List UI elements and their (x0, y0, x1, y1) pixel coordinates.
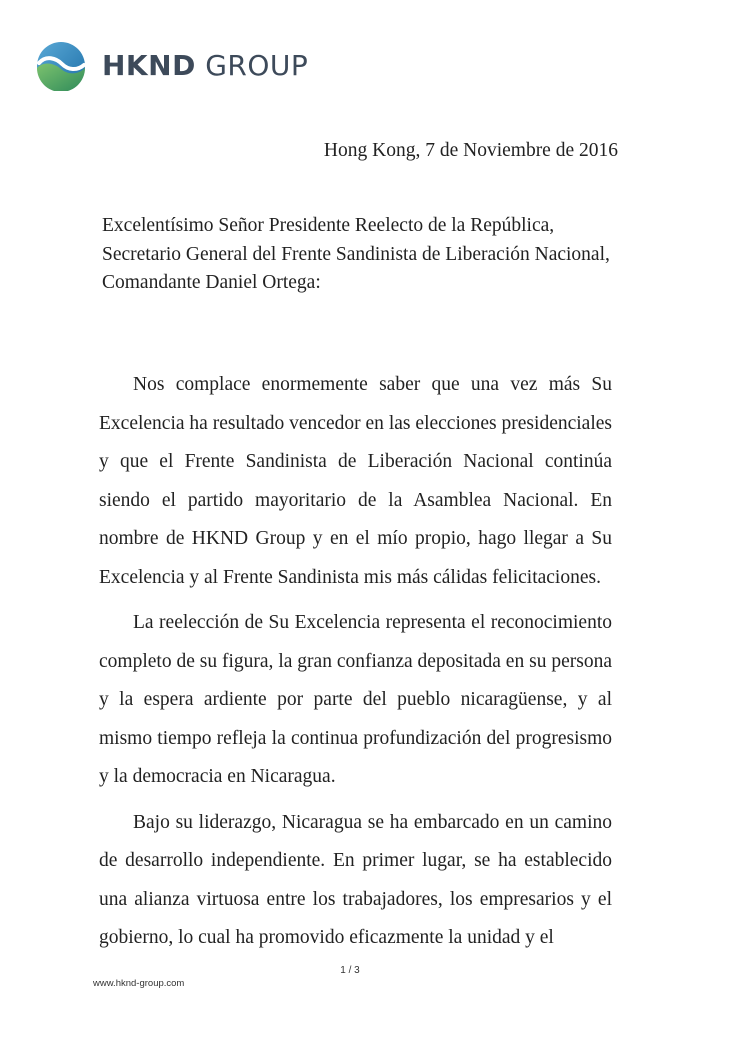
hknd-swirl-logo-icon (36, 41, 86, 91)
brand-name-bold: HKND (102, 49, 196, 82)
addressee-line: Excelentísimo Señor Presidente Reelecto de la República, (102, 215, 555, 236)
letter-date: Hong Kong, 7 de Noviembre de 2016 (323, 140, 618, 161)
brand-name-light: GROUP (195, 49, 309, 82)
brand-name (102, 49, 309, 82)
website-link[interactable]: www.hknd-group.com (93, 978, 185, 989)
body-paragraph: Nos complace enormemente saber que una vez más Su Excelencia ha resultado vencedor en las elecciones presidenciales y que el Frente Sandinista de Liberación Nacional continúa siendo el partido mayoritario de la Asamblea Nacional. En nombre de HKND Group y en el mío propio, hago llegar a Su Excelencia y al Frente Sandinista mis más cálidas felicitaciones. (99, 374, 612, 588)
body-paragraph: La reelección de Su Excelencia representa el reconocimiento completo de su figura, la gran confianza depositada en su persona y la espera ardiente por parte del pueblo nicaragüense, y al mismo tiempo refleja la continua profundización del progresismo y la democracia en Nicaragua. (99, 612, 612, 787)
body-paragraph: Bajo su liderazgo, Nicaragua se ha embarcado en un camino de desarrollo independiente. En primer lugar, se ha establecido una alianza virtuosa entre los trabajadores, los empresarios y el gobierno, lo cual ha promovido eficazmente la unidad y el (99, 811, 612, 948)
company-logo (36, 40, 308, 92)
addressee-block (102, 212, 610, 298)
letter-body (99, 366, 612, 958)
addressee-line: Comandante Daniel Ortega: (102, 272, 321, 293)
page-number: 1 / 3 (340, 965, 360, 976)
addressee-line: Secretario General del Frente Sandinista de Liberación Nacional, (102, 243, 610, 265)
